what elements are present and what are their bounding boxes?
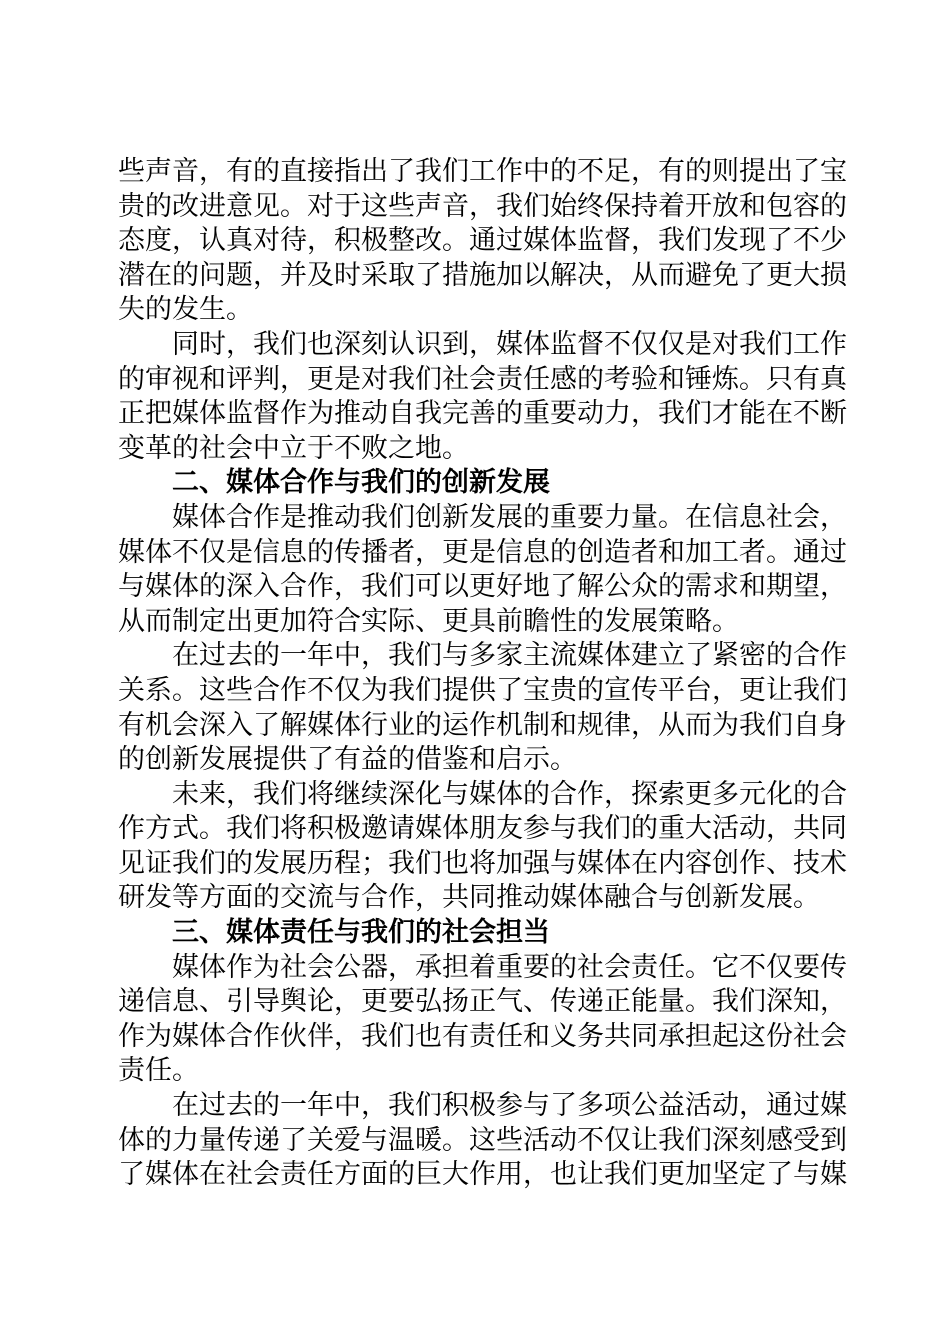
text-line: 见证我们的发展历程；我们也将加强与媒体在内容创作、技术	[118, 847, 847, 879]
text-line: 的审视和评判，更是对我们社会责任感的考验和锤炼。只有真	[118, 363, 847, 395]
text-line: 未来，我们将继续深化与媒体的合作，探索更多元化的合	[172, 778, 847, 810]
text-line: 的创新发展提供了有益的借鉴和启示。	[118, 744, 577, 776]
section-heading-text: 二、媒体合作与我们的创新发展	[172, 467, 550, 499]
text-line: 作为媒体合作伙伴，我们也有责任和义务共同承担起这份社会	[118, 1020, 847, 1052]
text-line: 媒体不仅是信息的传播者，更是信息的创造者和加工者。通过	[118, 536, 847, 568]
text-line: 媒体合作是推动我们创新发展的重要力量。在信息社会，	[172, 501, 847, 533]
text-line: 了媒体在社会责任方面的巨大作用，也让我们更加坚定了与媒	[118, 1159, 847, 1191]
paragraph	[118, 328, 847, 466]
paragraph	[118, 1089, 847, 1193]
text-line: 责任。	[118, 1055, 199, 1087]
document-page	[118, 155, 847, 1193]
text-line: 正把媒体监督作为推动自我完善的重要动力，我们才能在不断	[118, 398, 847, 430]
paragraph	[118, 778, 847, 916]
text-line: 从而制定出更加符合实际、更具前瞻性的发展策略。	[118, 605, 739, 637]
text-line: 在过去的一年中，我们积极参与了多项公益活动，通过媒	[172, 1090, 847, 1122]
text-line: 关系。这些合作不仅为我们提供了宝贵的宣传平台，更让我们	[118, 674, 847, 706]
section-heading-text: 三、媒体责任与我们的社会担当	[172, 917, 550, 949]
text-line: 些声音，有的直接指出了我们工作中的不足，有的则提出了宝	[118, 156, 847, 187]
text-line: 研发等方面的交流与合作，共同推动媒体融合与创新发展。	[118, 882, 820, 914]
text-line: 在过去的一年中，我们与多家主流媒体建立了紧密的合作	[172, 640, 847, 672]
text-line: 同时，我们也深刻认识到，媒体监督不仅仅是对我们工作	[172, 328, 847, 360]
text-line: 有机会深入了解媒体行业的运作机制和规律，从而为我们自身	[118, 709, 847, 741]
paragraph	[118, 951, 847, 1089]
text-line: 递信息、引导舆论，更要弘扬正气、传递正能量。我们深知，	[118, 986, 847, 1018]
paragraph	[118, 639, 847, 777]
section-heading	[118, 466, 823, 501]
text-line: 媒体作为社会公器，承担着重要的社会责任。它不仅要传	[172, 951, 847, 983]
text-line: 态度，认真对待，积极整改。通过媒体监督，我们发现了不少	[118, 225, 847, 257]
text-line: 失的发生。	[118, 294, 253, 326]
text-line: 与媒体的深入合作，我们可以更好地了解公众的需求和期望，	[118, 571, 847, 603]
paragraph	[118, 501, 847, 639]
text-line: 变革的社会中立于不败之地。	[118, 432, 469, 464]
section-heading	[118, 916, 823, 951]
text-line: 作方式。我们将积极邀请媒体朋友参与我们的重大活动，共同	[118, 813, 847, 845]
text-line: 潜在的问题，并及时采取了措施加以解决，从而避免了更大损	[118, 259, 847, 291]
paragraph	[118, 155, 847, 328]
text-line: 贵的改进意见。对于这些声音，我们始终保持着开放和包容的	[118, 190, 847, 222]
text-line: 体的力量传递了关爱与温暖。这些活动不仅让我们深刻感受到	[118, 1124, 847, 1156]
